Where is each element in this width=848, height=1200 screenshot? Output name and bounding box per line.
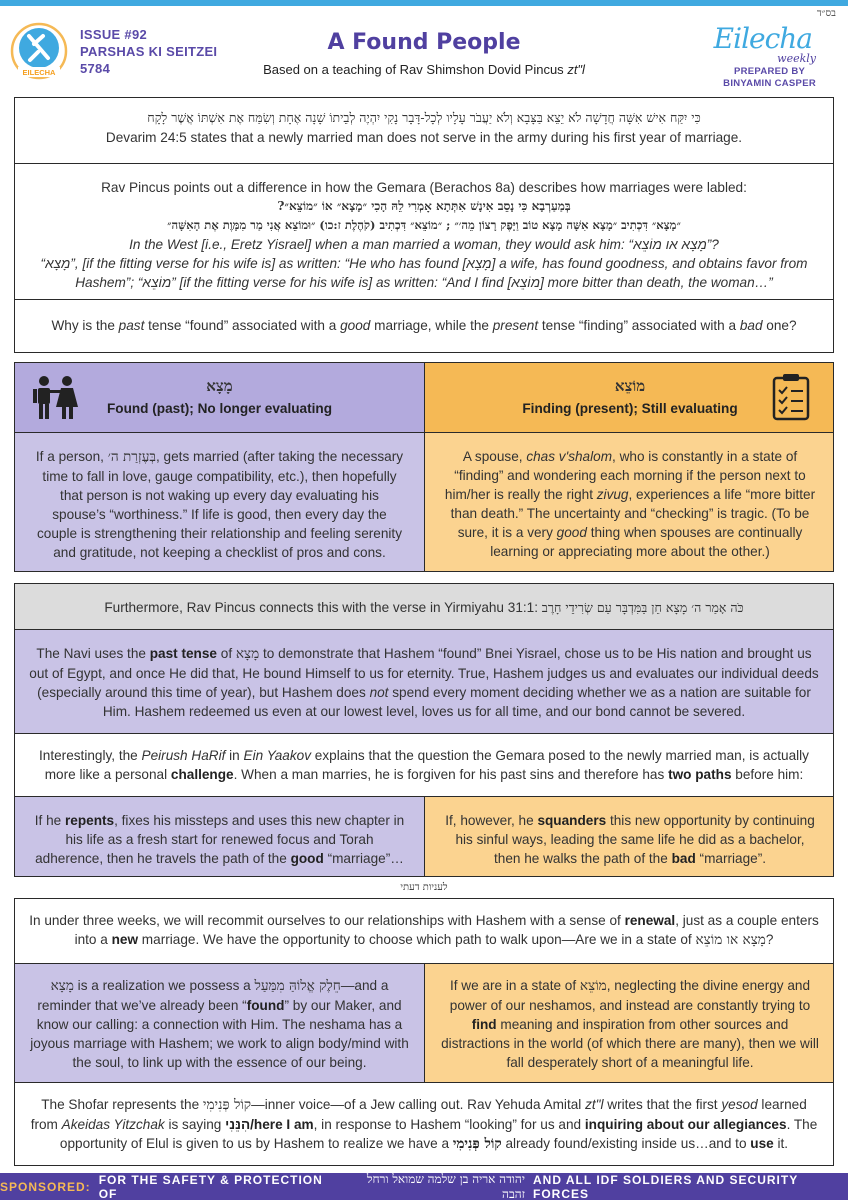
yirmiyahu-verse: כֹּה אָמַר ה׳ מָצָא חֵן בַּמִּדְבָּר עַם שְׂרִידֵי חָרֶב: [541, 600, 744, 615]
verse-section: [15, 98, 833, 164]
gemara-translation-1: In the West [i.e., Eretz Yisrael] when a man married a woman, they would ask him: “מָצָא או מוֹצֵא”?: [129, 237, 719, 252]
sponsor-text-2: AND ALL IDF SOLDIERS AND SECURITY FORCES: [532, 1172, 798, 1200]
sponsored-label: SPONSORED:: [0, 1179, 91, 1194]
text-part: , experiences a life “more bitter than death.” The uncertainty and “checking” is tragic. (To be sure, it is a very: [450, 487, 816, 540]
text-bold: renewal: [624, 913, 676, 928]
gemara-hebrew-1: בְּמַעַרְבָא כִּי נָסֵב אִינָשׁ אִתְּתָא אָמְרִי לֵהּ הָכִי ״מָצָא״ אוֹ ״מוֹצֵא״?: [277, 199, 571, 213]
text-bold: found: [246, 998, 285, 1013]
text-part: , in response to Hashem “looking” for us and: [313, 1117, 585, 1132]
text-emph: zt"l: [585, 1097, 604, 1112]
issue-number: ISSUE #92: [80, 27, 148, 42]
text-emph: yesod: [721, 1097, 758, 1112]
intro-box: [14, 97, 834, 353]
harif-text: [29, 746, 819, 784]
shofar-text: [29, 1095, 819, 1154]
text-hebrew: קוֹל פְּנִימִי: [452, 1136, 502, 1152]
gemara-translation-2: “מָצָא”, [if the fitting verse for his wife is] as written: “He who has found [מָצָא] a wife, has found goodness, and obtains favor from Hashem”; “מוֹצֵא” [if the fitting verse for his wife is] as written: “And I find [מוֹצֵא] more bitter than death, the woman…”: [40, 256, 808, 290]
matza-text: [33, 447, 406, 562]
gemara-section: [15, 164, 833, 300]
brand-wordmark: Eilecha: [713, 22, 812, 55]
text-part: , gets married (after taking the necessary time to fall in love, gauge compatibility, etc.), then hopefully that person is not waking up every day evaluating his spouse’s “worthiness.” If life is good, then every day the couple is strengthening their relationship and feeling serenity and gratitude, not keeping a checklist of pros and cons.: [37, 449, 404, 560]
matza-header: [15, 363, 425, 433]
gemara-intro: Rav Pincus points out a difference in how the Gemara (Berachos 8a) describes how marriages were labled:: [101, 180, 747, 195]
text-part: is a realization we possess a: [73, 978, 255, 993]
text-part: marriage. We have the opportunity to choose which path to walk upon—Are we in a state of: [138, 932, 696, 947]
text-emph: zivug: [596, 487, 629, 502]
text-part: The Shofar represents the: [41, 1097, 203, 1112]
text-bold: past tense: [149, 646, 217, 661]
prepared-by-name: BINYAMIN CASPER: [723, 78, 816, 89]
page-subtitle: [0, 62, 848, 77]
text-hebrew: בְּעֶזְרַת ה׳: [107, 449, 156, 465]
text-part: in: [225, 748, 244, 763]
motze-hebrew: מוֹצֵא: [614, 377, 646, 395]
text-bold: inquiring about our allegiances: [584, 1117, 787, 1132]
text-part: of: [216, 646, 236, 661]
subtitle-text: Based on a teaching of Rav Shimshon Dovid Pincus: [263, 62, 564, 77]
text-emph: Akeidas Yitzchak: [61, 1117, 165, 1132]
text-part: —and a reminder that we’ve already been “: [37, 978, 389, 1013]
renewal-section: [15, 899, 833, 963]
text-part: ?: [765, 932, 774, 947]
matza-title: Found (past); No longer evaluating: [106, 401, 333, 416]
text-bold: two paths: [668, 767, 732, 782]
text-part: is saying: [164, 1117, 226, 1132]
text-part: , neglecting the divine energy and power of our neshamos, and instead are constantly trying to: [449, 978, 811, 1013]
text-part: before him:: [731, 767, 804, 782]
yirmiyahu-box: [14, 583, 834, 877]
brand-subtitle: weekly: [777, 52, 816, 65]
question-emph: good: [340, 318, 371, 333]
text-part: A spouse,: [462, 449, 527, 464]
text-part: spend every moment deciding whether we as a nation are suitable for Him. Hashem redeemed us even at our lowest level, loves us for all time, and our bond cannot be severed.: [102, 685, 811, 719]
text-part: “marriage”…: [323, 851, 404, 866]
text-part: Interestingly, the: [39, 748, 142, 763]
question-emph: bad: [739, 318, 763, 333]
bsd-mark: בס״ד: [816, 8, 836, 19]
text-part: explains that the question the Gemara posed to the newly married man, is actually more like a personal: [44, 748, 809, 782]
motze-header: [425, 363, 834, 433]
text-emph: chas v'shalom: [526, 449, 613, 464]
harif-section: [15, 734, 833, 796]
text-bold: use: [750, 1136, 774, 1151]
text-part: . When a man marries, he is forgiven for his past sins and therefore has: [233, 767, 669, 782]
state-matza: [15, 963, 425, 1083]
text-hebrew: חֵלֶק אֱלוֹהַּ מִמַּעַל: [254, 978, 341, 994]
subtitle-honorific: zt"l: [567, 62, 585, 77]
text-part: thing when spouses are continually learning or appreciating more about the other.): [490, 525, 803, 559]
text-part: . The opportunity of Elul is given to us by Hashem to realize we have a: [59, 1117, 818, 1151]
path-good-text: [31, 811, 408, 868]
year: 5784: [80, 61, 111, 76]
verse-hebrew: כִּי יִקַּח אִישׁ אִשָּׁה חֲדָשָׁה לֹא יֵצֵא בַּצָּבָא וְלֹא יַעֲבֹר עָלָיו לְכָל-דָּבָר נָקִי יִהְיֶה לְבֵיתוֹ שָׁנָה אֶחָת וְשִׂמַּח אֶת אִשְׁתּוֹ אֲשֶׁר לָקָח: [147, 110, 701, 125]
question-part: Why is the: [51, 318, 119, 333]
prepared-by-label: PREPARED BY: [733, 66, 806, 77]
text-bold: new: [111, 932, 139, 947]
text-bold: repents: [64, 813, 115, 828]
renewal-text: [29, 911, 819, 950]
state-motze: [425, 963, 834, 1083]
parsha-name: PARSHAS KI SEITZEI: [80, 44, 218, 59]
text-hebrew: מָצָא: [50, 978, 74, 994]
text-part: , fixes his missteps and uses this new chapter in his life as a fresh start for renewed focus and Torah adherence, then he travels the path of the: [35, 813, 405, 866]
prepared-by: [723, 66, 816, 90]
checklist-icon: [771, 373, 811, 421]
path-good: [15, 796, 425, 877]
text-bold: good: [290, 851, 324, 866]
text-bold: challenge: [170, 767, 234, 782]
path-bad: [425, 796, 834, 877]
text-hebrew: מָצָא או מוֹצֵא: [695, 932, 766, 948]
comparison-table: [14, 362, 834, 572]
text-part: , who is constantly in a state of “finding” and wondering each morning if the person next to him/her is really the right: [444, 449, 806, 502]
text-part: The Navi uses the: [36, 646, 150, 661]
question-part: tense “finding” associated with a: [538, 318, 740, 333]
question-part: marriage, while the: [370, 318, 493, 333]
shofar-section: [15, 1083, 833, 1166]
page-title: A Found People: [327, 30, 521, 55]
sponsor-text-1: FOR THE SAFETY & PROTECTION OF: [98, 1172, 323, 1200]
text-part: writes that the first: [603, 1097, 722, 1112]
text-part: If he: [34, 813, 65, 828]
text-emph: not: [369, 685, 389, 700]
question-part: tense “found” associated with a: [144, 318, 341, 333]
yirmiyahu-header: [15, 584, 833, 630]
text-part: “marriage”.: [695, 851, 767, 866]
question-text: [25, 316, 823, 335]
text-part: it.: [773, 1136, 789, 1151]
text-part: meaning and inspiration from other sources and distractions in the world (of which there are many), then we will fall desperately short of a meaningful life.: [441, 1017, 819, 1070]
yirmiyahu-text: [25, 598, 823, 617]
path-bad-text: [441, 811, 819, 868]
motze-text: [443, 447, 817, 561]
text-part: —inner voice—of a Jew calling out. Rav Yehuda Amital: [251, 1097, 586, 1112]
matza-hebrew: מָצָא: [206, 377, 233, 395]
text-part: In under three weeks, we will recommit ourselves to our relationships with Hashem with a sense of: [29, 913, 625, 928]
text-part: If a person,: [35, 449, 108, 464]
state-motze-text: [437, 976, 823, 1072]
text-bold: squanders: [537, 813, 607, 828]
question-emph: present: [492, 318, 539, 333]
top-accent-bar: [0, 0, 848, 6]
text-emph: Ein Yaakov: [243, 748, 312, 763]
text-emph: good: [556, 525, 587, 540]
text-part: If, however, he: [445, 813, 538, 828]
sponsor-names: יהודה אריה בן שלמה שמואל ורחל זהבה: [366, 1171, 525, 1200]
sponsor-footer: [0, 1173, 848, 1200]
text-bold: bad: [671, 851, 696, 866]
text-part: already found/existing inside us…and to: [501, 1136, 751, 1151]
text-hebrew: קוֹל פְּנִימִי: [202, 1097, 252, 1113]
motze-description: [425, 433, 834, 572]
closing-box: [14, 898, 834, 1166]
question-section: [15, 300, 833, 352]
text-bold: find: [471, 1017, 497, 1032]
text-part: learned from: [30, 1097, 807, 1132]
text-emph: Peirush HaRif: [141, 748, 226, 763]
motze-title: Finding (present); Still evaluating: [522, 401, 738, 416]
question-emph: past: [118, 318, 145, 333]
text-hebrew: מָצָא: [235, 646, 260, 662]
text-part: to demonstrate that Hashem “found” Bnei Yisrael, chose us to be His nation and brought us out of Egypt, and once He did that, He bound Himself to us for eternity. True, Hashem judges us and evaluates our individual deeds (especially around this time of year), but Hashem does: [29, 646, 819, 700]
navi-text: [29, 644, 819, 721]
text-part: this new opportunity by continuing his sinful ways, leading the same life he did as a bachelor, then he walks the path of the: [455, 813, 815, 866]
text-part: If we are in a state of: [449, 978, 580, 993]
state-matza-text: [27, 976, 412, 1072]
text-hebrew: מוֹצֵא: [579, 978, 607, 994]
humility-note: לעניות דעתי: [400, 882, 448, 893]
text-part: ” by our Maker, and know our calling: a connection with Him. The neshama has a joyous marriage with Hashem; we work to align body/mind with the soul, to link up with the essence of our being.: [30, 998, 409, 1070]
matza-description: [15, 433, 425, 572]
text-part: Furthermore, Rav Pincus connects this with the verse in Yirmiyahu 31:1:: [104, 600, 539, 615]
verse-english: Devarim 24:5 states that a newly married man does not serve in the army during his first year of marriage.: [105, 130, 743, 145]
gemara-hebrew-2: ״מָצָא״ דִּכְתִיב ״מָצָא אִשָּׁה מָצָא טוֹב וַיָּפֶק רָצוֹן מֵה׳״ ; ״מוֹצֵא״ דִּכְתִיב (קֹהֶלֶת ז:כו) ״וּמוֹצֵא אֲנִי מַר מִמָּוֶת אֶת הָאִשָּׁה״: [167, 218, 681, 232]
text-part: , just as a couple enters into a: [74, 913, 819, 947]
navi-section: [15, 630, 833, 734]
logo-label: EILECHA: [22, 68, 56, 77]
text-bold: הִנֵּנִי/here I am: [225, 1117, 314, 1132]
question-part: one?: [762, 318, 797, 333]
